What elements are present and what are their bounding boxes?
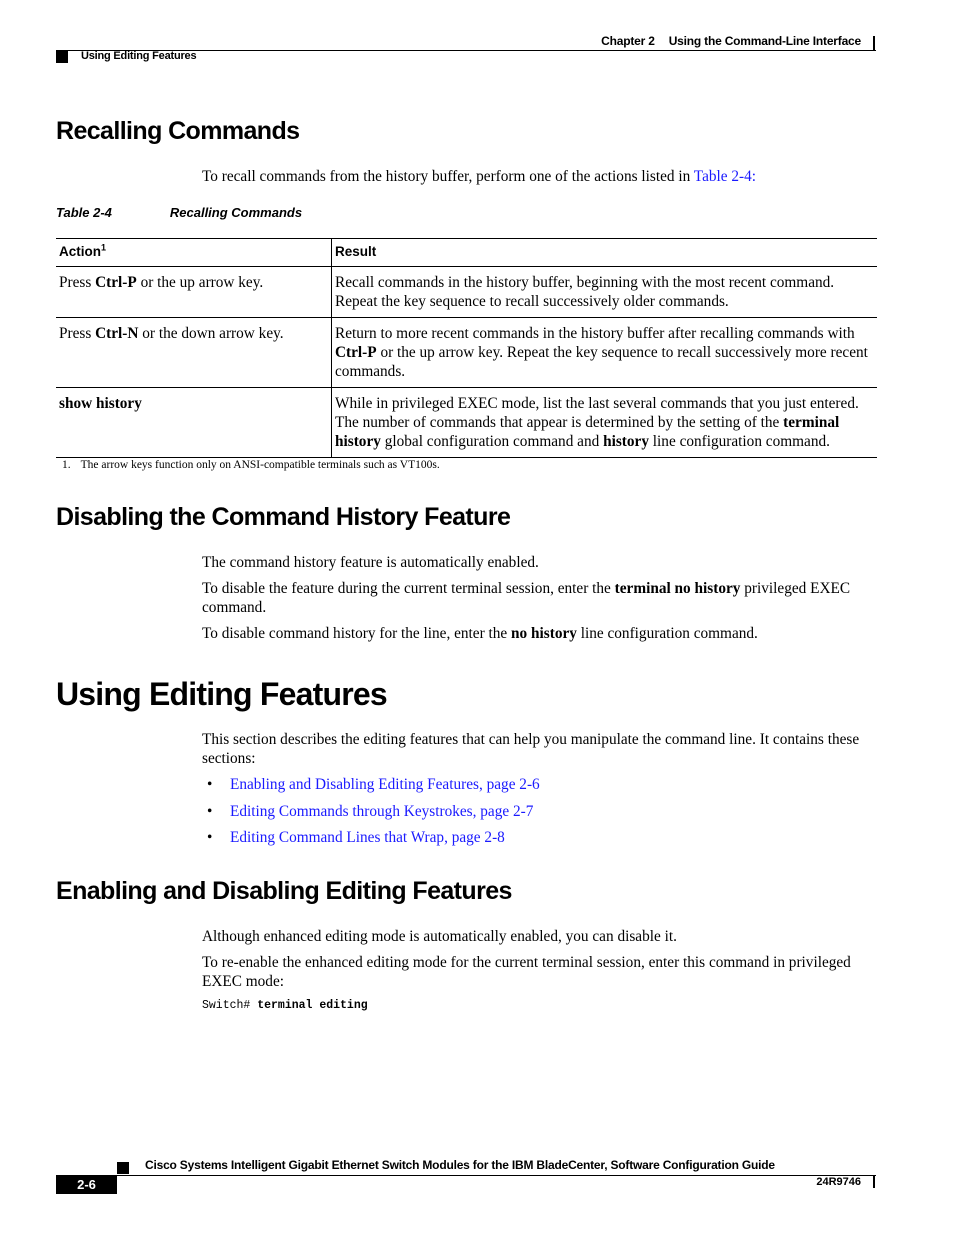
- table-footnote: 1. The arrow keys function only on ANSI-compatible terminals such as VT100s.: [62, 459, 440, 471]
- list-item: [207, 802, 540, 821]
- link-enabling-disabling[interactable]: Enabling and Disabling Editing Features, page 2-6: [230, 776, 540, 793]
- table-caption: [56, 205, 302, 220]
- result-cell: While in privileged EXEC mode, list the last several commands that you just entered. The number of commands that appear is determined by the setting of the terminal history global configuration command and history line configuration command.: [332, 388, 878, 458]
- header-marker: [56, 51, 68, 63]
- list-item: [207, 828, 540, 847]
- column-header-result: Result: [332, 239, 878, 267]
- table-row: [56, 267, 877, 318]
- disabling-paragraph-2: To disable the feature during the current terminal session, enter the terminal no history privileged EXEC command.: [202, 580, 851, 616]
- table-title: Recalling Commands: [169, 205, 303, 220]
- table-label: Table 2-4: [56, 205, 112, 220]
- header-bar: [873, 36, 875, 50]
- list-item: [207, 775, 540, 794]
- page-number-tab: [56, 1175, 117, 1194]
- code-command: terminal editing: [257, 999, 368, 1012]
- footer-rule: [56, 1175, 876, 1176]
- enabling-paragraph-1: Although enhanced editing mode is automatically enabled, you can disable it.: [202, 928, 677, 945]
- running-header: [601, 34, 861, 48]
- action-cell: Press Ctrl-P or the up arrow key.: [56, 267, 332, 318]
- heading-recalling-commands: Recalling Commands: [56, 117, 300, 145]
- document-number: 24R9746: [816, 1176, 861, 1188]
- table-row: [56, 318, 877, 388]
- footnote-marker: 1: [101, 242, 107, 253]
- footer-marker: [117, 1162, 129, 1174]
- footer-guide-title: Cisco Systems Intelligent Gigabit Ethernet Switch Modules for the IBM BladeCenter, Software Configuration Guide: [145, 1158, 775, 1172]
- link-editing-keystrokes[interactable]: Editing Commands through Keystrokes, page 2-7: [230, 802, 534, 820]
- action-cell: show history: [56, 388, 332, 458]
- code-example: [202, 999, 368, 1012]
- recalling-intro: To recall commands from the history buffer, perform one of the actions listed in Table 2-4:: [202, 168, 757, 185]
- chapter-title: Using the Command-Line Interface: [668, 34, 861, 48]
- table-row: [56, 388, 877, 458]
- result-cell: Return to more recent commands in the history buffer after recalling commands with Ctrl-P or the up arrow key. Repeat the key sequence to recall successively more recent commands.: [332, 318, 878, 388]
- heading-enabling-disabling: Enabling and Disabling Editing Features: [56, 877, 512, 905]
- disabling-paragraph-1: The command history feature is automatically enabled.: [202, 554, 539, 571]
- action-cell: Press Ctrl-N or the down arrow key.: [56, 318, 332, 388]
- code-prompt: Switch#: [202, 999, 258, 1012]
- table-header-row: [56, 239, 877, 267]
- bullet: •: [207, 802, 213, 820]
- link-command-lines-wrap[interactable]: Editing Command Lines that Wrap, page 2-8: [230, 829, 505, 846]
- heading-using-editing-features: Using Editing Features: [56, 676, 387, 712]
- footer-bar: [873, 1175, 875, 1188]
- editing-intro: This section describes the editing features that can help you manipulate the command line. It contains these sections:: [202, 731, 860, 767]
- enabling-paragraph-2: To re-enable the enhanced editing mode for the current terminal session, enter this command in privileged EXEC mode:: [202, 954, 851, 990]
- heading-disabling-history: Disabling the Command History Feature: [56, 503, 511, 531]
- table-link[interactable]: Table 2-4: [693, 168, 752, 185]
- bullet: •: [207, 829, 213, 846]
- column-header-action: Action$^1$: [56, 239, 332, 267]
- section-links-list: [207, 775, 540, 855]
- section-header: Using Editing Features: [81, 50, 197, 62]
- recalling-commands-table: [56, 238, 877, 458]
- disabling-paragraph-3: To disable command history for the line, enter the no history line configuration command.: [202, 625, 758, 642]
- chapter-number: Chapter 2: [601, 34, 655, 48]
- page-number: 2-6: [77, 1177, 96, 1192]
- result-cell: Recall commands in the history buffer, beginning with the most recent command. Repeat the key sequence to recall successively older commands.: [332, 267, 878, 318]
- bullet: •: [207, 776, 213, 793]
